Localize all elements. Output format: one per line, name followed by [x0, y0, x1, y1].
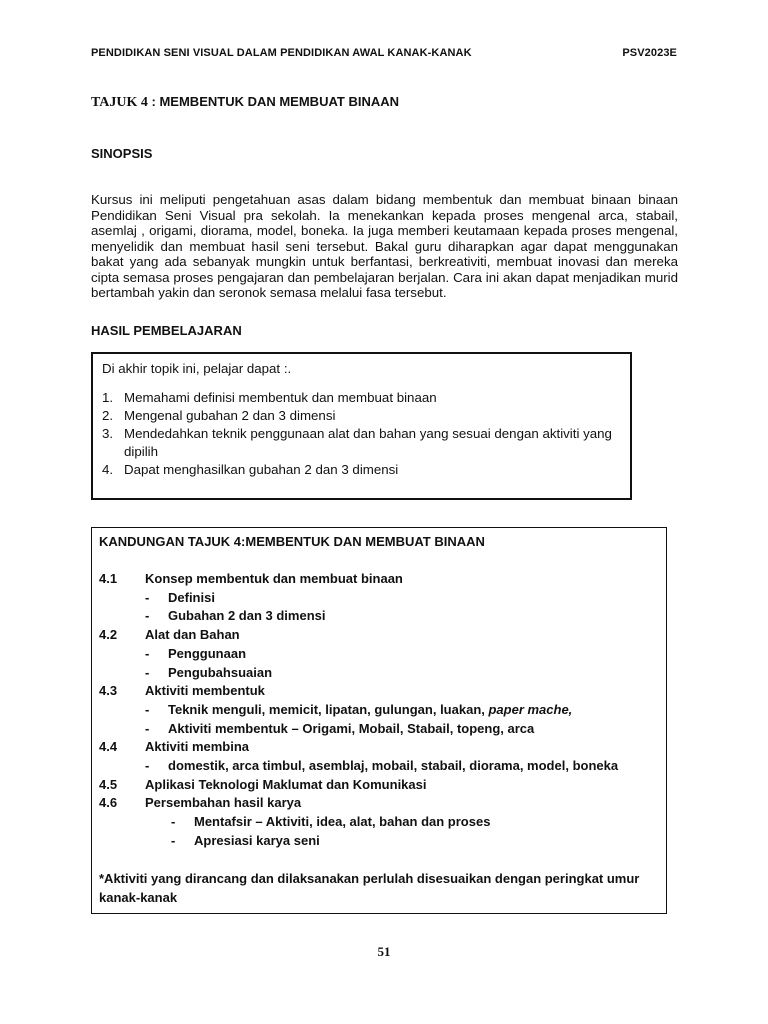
subitem-text: Penggunaan — [168, 645, 247, 661]
outcome-text: Mendedahkan teknik penggunaan alat dan bahan yang sesuai dengan aktiviti yang dipilih — [124, 426, 612, 459]
section-title: Alat dan Bahan — [145, 627, 240, 643]
section-number: 4.5 — [99, 776, 118, 792]
contents-section — [99, 794, 659, 813]
bullet-dash: - — [145, 589, 150, 605]
contents-subitem — [99, 589, 659, 608]
topic-title: : MEMBENTUK DAN MEMBUAT BINAAN — [147, 94, 399, 109]
contents-section — [99, 776, 659, 795]
section-title: Aktiviti membentuk — [145, 683, 265, 699]
contents-subitem — [99, 813, 659, 832]
topic-label: TAJUK 4 — [91, 95, 148, 110]
subitem-text: domestik, arca timbul, asemblaj, mobail, stabail, diorama, model, boneka — [168, 758, 619, 774]
bullet-dash: - — [145, 758, 150, 774]
bullet-dash: - — [145, 645, 150, 661]
running-header-title: PENDIDIKAN SENI VISUAL DALAM PENDIDIKAN AWAL KANAK-KANAK — [91, 47, 472, 59]
contents-title: KANDUNGAN TAJUK 4:MEMBENTUK DAN MEMBUAT BINAAN — [99, 534, 485, 549]
synopsis-heading: SINOPSIS — [91, 146, 153, 161]
outcome-item — [102, 461, 621, 479]
contents-note: *Aktiviti yang dirancang dan dilaksanakan perlulah disesuaikan dengan peringkat umur kanak-kanak — [99, 870, 640, 905]
outcomes-intro: Di akhir topik ini, pelajar dapat :. — [102, 361, 292, 376]
outcomes-heading: HASIL PEMBELAJARAN — [91, 323, 242, 338]
outcome-item — [102, 389, 621, 407]
page-number: 51 — [377, 944, 391, 959]
contents-section — [99, 570, 659, 589]
outcomes-list — [102, 389, 621, 479]
section-title: Persembahan hasil karya — [145, 795, 302, 811]
subitem-text: Aktiviti membentuk – Origami, Mobail, Stabail, topeng, arca — [168, 720, 535, 736]
outcomes-box — [91, 352, 632, 500]
outcome-number: 3. — [102, 426, 114, 441]
subitem-text-italic: paper mache, — [488, 701, 573, 717]
subitem-text — [168, 701, 572, 720]
contents-box — [91, 527, 667, 914]
subitem-text: Gubahan 2 dan 3 dimensi — [168, 608, 326, 624]
contents-subitem — [99, 720, 659, 739]
outcome-item — [102, 425, 621, 461]
contents-section — [99, 626, 659, 645]
section-title: Aktiviti membina — [145, 739, 250, 755]
contents-subitem — [99, 757, 659, 776]
contents-subitem — [99, 645, 659, 664]
contents-subitem — [99, 607, 659, 626]
topic-heading — [91, 94, 399, 111]
outcome-item — [102, 407, 621, 425]
section-title: Konsep membentuk dan membuat binaan — [145, 571, 403, 586]
bullet-dash: - — [145, 701, 150, 717]
outcome-text: Mengenal gubahan 2 dan 3 dimensi — [124, 408, 336, 423]
bullet-dash: - — [145, 720, 150, 736]
contents-subitem — [99, 701, 659, 720]
subitem-text: Apresiasi karya seni — [194, 832, 320, 848]
bullet-dash: - — [145, 608, 150, 624]
subitem-text-main: Teknik menguli, memicit, lipatan, gulungan, luakan, — [168, 701, 489, 717]
outcome-number: 1. — [102, 390, 114, 405]
outcome-number: 4. — [102, 462, 114, 477]
outcome-text: Memahami definisi membentuk dan membuat binaan — [124, 390, 437, 405]
bullet-dash: - — [171, 832, 176, 848]
contents-section — [99, 682, 659, 701]
section-title: Aplikasi Teknologi Maklumat dan Komunikasi — [145, 776, 427, 792]
bullet-dash: - — [145, 664, 150, 680]
outcome-number: 2. — [102, 408, 114, 423]
section-number: 4.2 — [99, 627, 118, 643]
bullet-dash: - — [171, 814, 176, 830]
contents-section — [99, 738, 659, 757]
outcome-text: Dapat menghasilkan gubahan 2 dan 3 dimensi — [124, 462, 399, 477]
synopsis-body: Kursus ini meliputi pengetahuan asas dalam bidang membentuk dan membuat binaan binaan Pendidikan Seni Visual pra sekolah. Ia menekankan kepada proses mengenal arca, stabail, asemlaj , origami, diorama, model, boneka. Ia juga memberi keutamaan kepada proses mengenal, menyelidik dan membuat hasil seni tersebut. Bakal guru diharapkan agar dapat menggunakan bakat yang ada sebanyak mungkin untuk berfantasi, berkreativiti, membuat inovasi dan mereka cipta semasa proses pengajaran dan pembelajaran berjalan. Cara ini akan dapat menjadikan murid bertambah yakin dan seronok semasa melalui fasa tersebut. — [91, 192, 678, 300]
subitem-text: Definisi — [168, 589, 215, 605]
running-header-code: PSV2023E — [622, 47, 677, 59]
section-number: 4.1 — [99, 571, 118, 586]
subitem-text: Mentafsir – Aktiviti, idea, alat, bahan dan proses — [194, 814, 491, 830]
section-number: 4.4 — [99, 739, 118, 755]
section-number: 4.6 — [99, 795, 118, 811]
contents-subitem — [99, 832, 659, 851]
section-number: 4.3 — [99, 683, 118, 699]
contents-subitem — [99, 664, 659, 683]
subitem-text: Pengubahsuaian — [168, 664, 273, 680]
